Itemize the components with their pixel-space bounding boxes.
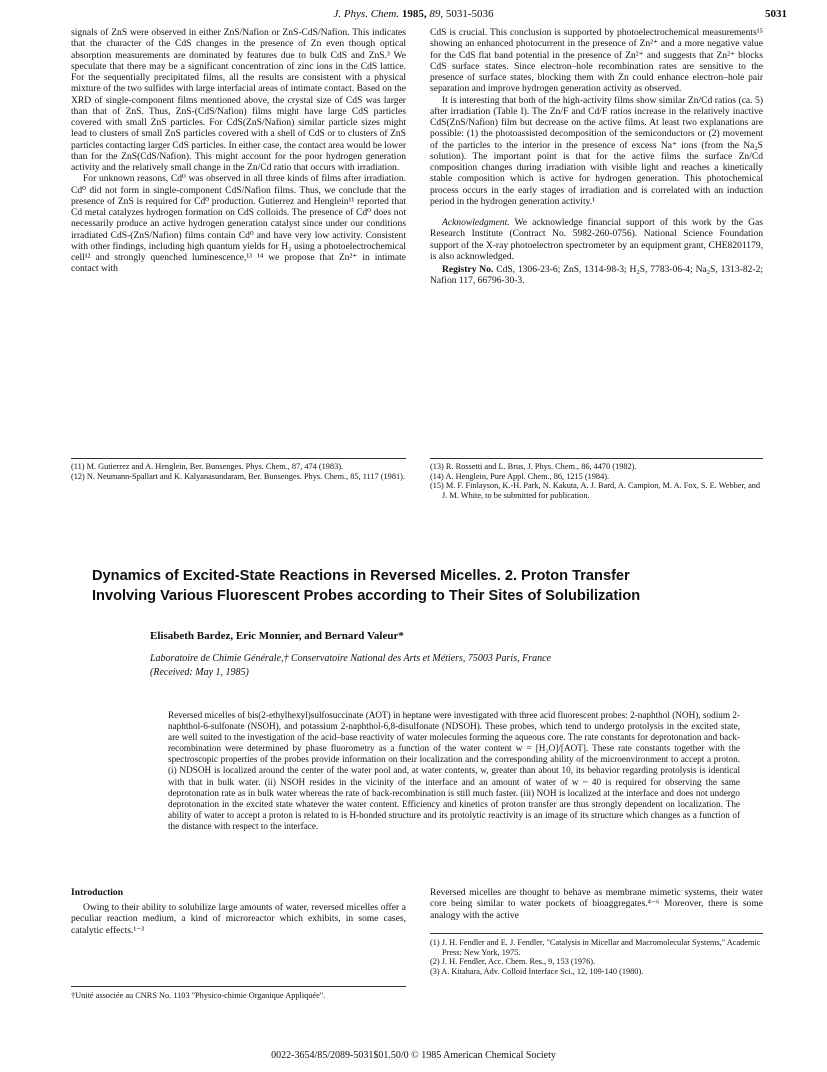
footnotes-right	[430, 462, 763, 500]
footnote: (13) R. Rossetti and L. Brus, J. Phys. Chem., 86, 4470 (1982).	[430, 462, 637, 471]
article-title-line: Involving Various Fluorescent Probes according to Their Sites of Solubilization	[92, 588, 641, 604]
left-column	[71, 27, 406, 275]
footnote: (3) A. Kitahara, Adv. Colloid Interface Sci., 12, 109-140 (1980).	[430, 966, 644, 976]
article-affiliation-block	[150, 652, 770, 680]
introduction-left	[71, 902, 406, 936]
running-header	[40, 8, 787, 24]
footnote: (11) M. Gutierrez and A. Henglein, Ber. Bunsenges. Phys. Chem., 87, 474 (1983).	[71, 462, 344, 471]
introduction-right	[430, 887, 763, 921]
paragraph: For unknown reasons, Cd⁰ was observed in all three kinds of films after irradiation. Cd⁰ did not form in single-component CdS/Nafion films. Thus, we conclude that the presence of ZnS is required for Cd⁰ production. Gutierrez and Henglein¹¹ reported that Cd metal catalyzes hydrogen formation on CdS colloids. The presence of Cd⁰ does not necessarily produce an active hydrogen generation catalyst since under our conditions irradiated CdS-(ZnS/Nafion) films contain Cd⁰ and have very low activity. Consistent with other findings, including high quantum yields for H₂ using a photoelectrochemical cell¹² and strongly quenched luminescence,¹³ ¹⁴ we propose that Zn²⁺ in intimate contact with	[71, 173, 406, 275]
article-authors: Elisabeth Bardez, Eric Monnier, and Bernard Valeur*	[150, 630, 404, 642]
footnote-rule-left-bottom	[71, 986, 406, 987]
acknowledgment-label: Acknowledgment.	[442, 217, 510, 228]
journal-year: 1985,	[401, 8, 427, 20]
page-number: 5031	[765, 8, 787, 20]
acknowledgment-text: We acknowledge financial support of this work by the Gas Research Institute (Contract No. 5982-260-0756). National Science Foundation support of the X-ray photoelectron spectrometer by an equipment grant, CHE8201179, is also acknowledged.	[430, 217, 763, 262]
footnote: (12) N. Neumann-Spallart and K. Kalyanasundaram, Ber. Bunsenges. Phys. Chem., 85, 1117 (1981).	[71, 471, 405, 481]
journal-citation	[40, 8, 787, 20]
registry-label: Registry No.	[442, 264, 494, 275]
article-title	[92, 566, 792, 606]
introduction-references	[430, 938, 763, 976]
footnote: (1) J. H. Fendler and E. J. Fendler, "Catalysis in Micellar and Macromolecular Systems," Academic Press: New York, 1975.	[430, 938, 761, 957]
footnote: (2) J. H. Fendler, Acc. Chem. Res., 9, 153 (1976).	[430, 957, 596, 967]
footnote: (14) A. Henglein, Pure Appl. Chem., 86, 1215 (1984).	[430, 471, 610, 481]
section-heading-introduction: Introduction	[71, 887, 124, 898]
journal-name: J. Phys. Chem.	[333, 8, 400, 20]
footnote: †Unité associée au CNRS No. 1103 "Physico-chimie Organique Appliquée".	[71, 991, 326, 1000]
registry-numbers	[430, 264, 763, 287]
article-abstract: Reversed micelles of bis(2-ethylhexyl)sulfosuccinate (AOT) in heptane were investigated with three acid fluorescent probes: 2-naphthol (NOH), sodium 2-naphthol-6-sulfonate (NSOH), and potassium 2-naphthol-6,8-disulfonate (NDSOH). These probes, which tend to undergo protolysis in the excited state, are well suited to the investigation of the acid–base reactivity of water molecules forming the aqueous core. The rate constants for deprotonation and back-recombination were determined by phase fluorometry as a function of the water content w = [H₂O]/[AOT]. These rate constants together with the spectroscopic properties of the probes provide information on their localization and the corresponding ability of the microenvironment to accept a proton. (i) NDSOH is localized around the center of the water pool and, at water contents, w, greater than about 10, its behavior regarding protolysis is identical with that in bulk water. (ii) NSOH resides in the vicinity of the interface and an amount of water of w ~ 40 is required for observing the same deprotonation rate as in bulk water whereas the rate of back-recombination is still much faster. (iii) NOH is localized at the interface and does not undergo deprotonation in the excited state whatever the water content. Efficiency and kinetics of proton transfer are thus strongly dependent on localization. The ability of water to accept a proton is related to is H-bonded structure and its protolytic reactivity is an image of its structure which changes as a function of the distance with respect to the interface.	[168, 710, 740, 831]
dagger-footnote	[71, 991, 406, 1001]
paragraph: CdS is crucial. This conclusion is supported by photoelectrochemical measurements¹⁵ showing an enhanced photocurrent in the presence of Zn²⁺ and a more negative value for the CdS flat band potential in the presence of Zn²⁺ and suggests that Zn²⁺ blocks CdS surface states. Since electron–hole recombination rates are sensitive to the presence of surface states, blocking them with Zn could enhance electron–hole pair separation and improve hydrogen generation activity as observed.	[430, 27, 763, 95]
paragraph: Reversed micelles are thought to behave as membrane mimetic systems, their water core being similar to water pockets of bioaggregates.⁴⁻⁶ Moreover, there is some analogy with the active	[430, 887, 763, 921]
article-affiliation: Laboratoire de Chimie Générale,† Conservatoire National des Arts et Métiers, 75003 Paris, France	[150, 653, 551, 664]
journal-pages: 5031-5036	[445, 8, 494, 20]
registry-text: CdS, 1306-23-6; ZnS, 1314-98-3; H₂S, 7783-06-4; Na₂S, 1313-82-2; Nafion 117, 66796-30-3.	[430, 264, 763, 287]
footnote: (15) M. F. Finlayson, K.-H. Park, N. Kakuta, A. J. Bard, A. Campion, M. A. Fox, S. E. Webber, and J. M. White, to be submitted for publication.	[430, 481, 761, 500]
paragraph: signals of ZnS were observed in either ZnS/Nafion or ZnS-CdS/Nafion. This indicates that the character of the CdS changes in the presence of Zn even though optical absorption measurements are dominated by features due to bulk CdS and ZnS.³ We speculate that there may be a significant concentration of zinc ions in the CdS lattice. For the sequentially precipitated films, all the results are consistent with a physical mixture of the two sulfides with large interfacial areas of intimate contact. Based on the XRD of single-component films mentioned above, the crystal size of CdS was larger than that of ZnS. Thus, ZnS-(CdS/Nafion) films might have large CdS particles covered with small ZnS particles. For CdS(ZnS/Nafion) similar particle sizes might lead to clusters of small ZnS particles covered with a shell of CdS or to clusters of ZnS particles contacting larger CdS particles. In either case, the contact area would be lower than for the ZnS(CdS/Nafion). This might account for the poor hydrogen generation activity and the relatively small change in the Zn/Cd ratio that occurs with irradiation.	[71, 27, 406, 173]
article-received: (Received: May 1, 1985)	[150, 667, 249, 678]
page-footer: 0022-3654/85/2089-5031$01.50/0 © 1985 American Chemical Society	[271, 1050, 556, 1061]
footnote-rule-left	[71, 458, 406, 459]
paragraph: Owing to their ability to solubilize large amounts of water, reversed micelles offer a peculiar reaction medium, a kind of microreactor which exhibits, in some cases, catalytic effects.¹⁻³	[71, 902, 406, 936]
article-title-line: Dynamics of Excited-State Reactions in Reversed Micelles. 2. Proton Transfer	[92, 568, 630, 584]
journal-volume: 89,	[429, 8, 444, 20]
footnote-rule-right-bottom	[430, 933, 763, 934]
footnote-rule-right	[430, 458, 763, 459]
footnotes-left	[71, 462, 406, 481]
paragraph: It is interesting that both of the high-activity films show similar Zn/Cd ratios (ca. 5) after irradiation (Table I). The Zn/F and Cd/F ratios increase in the relatively inactive CdS(ZnS/Nafion) film but decrease on the active films. At least two explanations are possible: (1) the photoassisted decomposition of the semiconductors or (2) movement of the particles to the interior in the presence of excess Na⁺ ions (from the Na₂S solution). The important point is that for the active films the surface Zn/Cd composition changes during irradiation with visible light and reaches a kinetically stable composition which is active for hydrogen generation. This photochemical process occurs in the early stages of irradiation and is correlated with an induction period in the hydrogen generation activity.¹	[430, 94, 763, 207]
right-column	[430, 27, 763, 287]
acknowledgment	[430, 217, 763, 262]
